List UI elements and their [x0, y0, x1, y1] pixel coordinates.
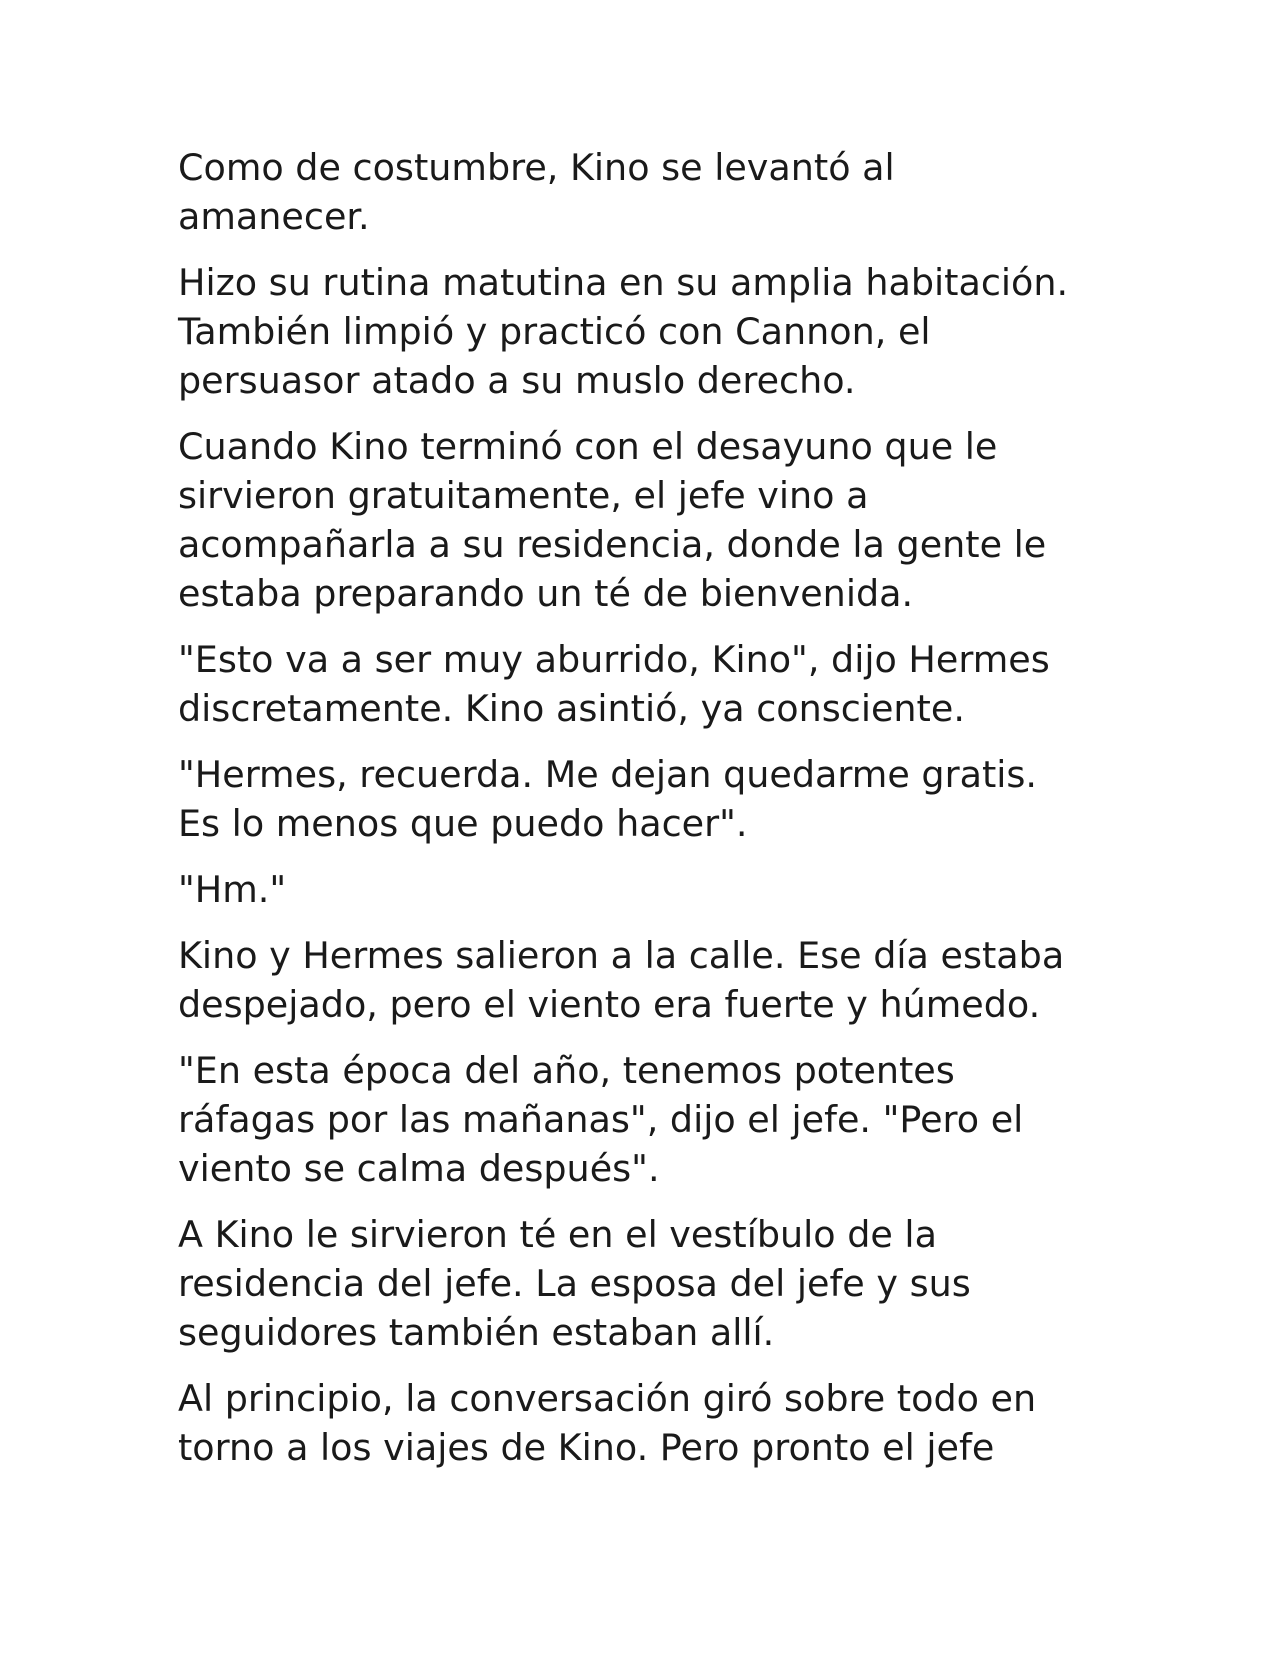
text-line: Al principio, la conversación giró sobre todo en — [178, 1377, 1037, 1420]
text-line: persuasor atado a su muslo derecho. — [178, 359, 856, 402]
text-line: "Hermes, recuerda. Me dejan quedarme gratis. — [178, 753, 1038, 796]
text-line: Cuando Kino terminó con el desayuno que le — [178, 425, 998, 468]
paragraph-5 — [178, 750, 1138, 848]
text-line: Kino y Hermes salieron a la calle. Ese día estaba — [178, 934, 1065, 977]
text-line: Como de costumbre, Kino se levantó al — [178, 146, 895, 189]
text-line: residencia del jefe. La esposa del jefe y sus — [178, 1262, 971, 1305]
text-line: estaba preparando un té de bienvenida. — [178, 572, 914, 615]
text-line: torno a los viajes de Kino. Pero pronto el jefe — [178, 1426, 995, 1469]
text-line: A Kino le sirvieron té en el vestíbulo de la — [178, 1213, 937, 1256]
paragraph-2 — [178, 258, 1138, 405]
paragraph-9 — [178, 1210, 1138, 1357]
text-line: sirvieron gratuitamente, el jefe vino a — [178, 474, 869, 517]
text-line: acompañarla a su residencia, donde la gente le — [178, 523, 1047, 566]
document-page — [178, 143, 1138, 1489]
text-line: viento se calma después". — [178, 1147, 660, 1190]
text-line: Hizo su rutina matutina en su amplia habitación. — [178, 261, 1069, 304]
text-line: ráfagas por las mañanas", dijo el jefe. "Pero el — [178, 1098, 1024, 1141]
paragraph-7 — [178, 931, 1138, 1029]
text-line: despejado, pero el viento era fuerte y húmedo. — [178, 983, 1041, 1026]
paragraph-10 — [178, 1374, 1138, 1472]
paragraph-8 — [178, 1046, 1138, 1193]
paragraph-6 — [178, 865, 1138, 914]
text-line: Es lo menos que puedo hacer". — [178, 802, 748, 845]
text-line: "Esto va a ser muy aburrido, Kino", dijo Hermes — [178, 638, 1050, 681]
paragraph-1 — [178, 143, 1138, 241]
text-line: seguidores también estaban allí. — [178, 1311, 775, 1354]
text-line: "Hm." — [178, 868, 287, 911]
text-line: discretamente. Kino asintió, ya consciente. — [178, 687, 965, 730]
paragraph-3 — [178, 422, 1138, 618]
paragraph-4 — [178, 635, 1138, 733]
text-line: "En esta época del año, tenemos potentes — [178, 1049, 955, 1092]
text-line: amanecer. — [178, 195, 370, 238]
text-line: También limpió y practicó con Cannon, el — [178, 310, 931, 353]
